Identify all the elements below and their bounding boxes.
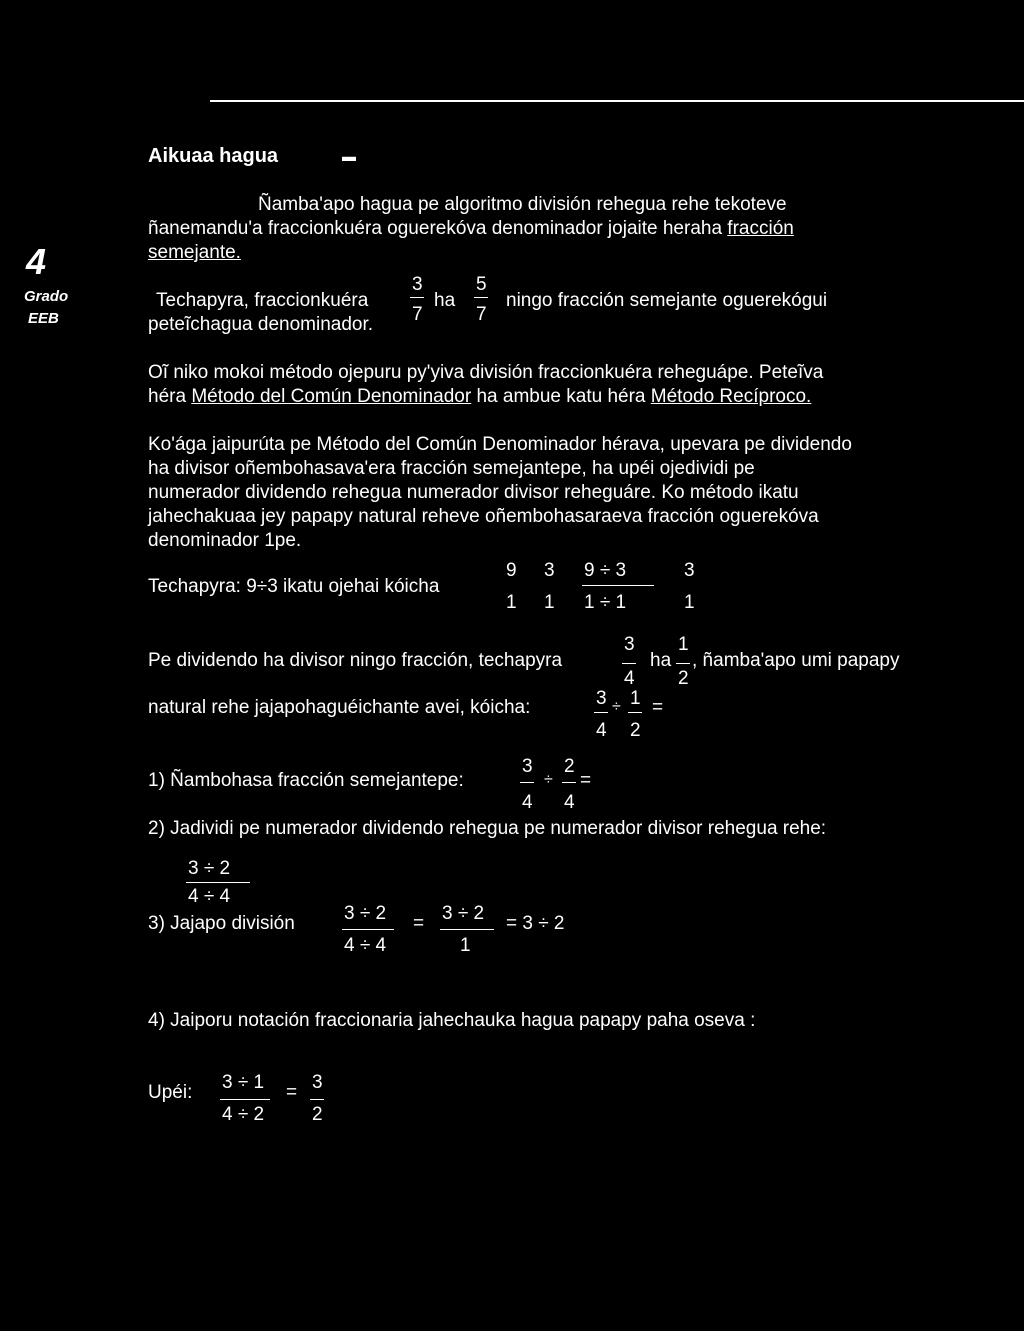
example1-line2: peteĩchagua denominador.	[148, 314, 374, 335]
step1-f2-num: 2	[564, 756, 575, 777]
answer-a-den: 4 ÷ 2	[222, 1104, 265, 1125]
example3-f2-bar	[676, 663, 690, 664]
intro-line-1: Ñamba'apo hagua pe algoritmo división rehegua rehe tekoteve	[258, 194, 787, 215]
example3-g2-den: 2	[630, 720, 641, 741]
example2-c-den: 1 ÷ 1	[584, 592, 627, 613]
answer-label: Upéi:	[148, 1082, 193, 1103]
common-line-1: Ko'ága jaipurúta pe Método del Común Denominador hérava, upevara pe dividendo	[148, 434, 852, 455]
answer-a-num: 3 ÷ 1	[222, 1072, 265, 1093]
example2-a-num: 9	[506, 560, 517, 581]
example3-eq: =	[652, 697, 664, 718]
grade-label: Grado	[24, 288, 69, 305]
step3-b-den: 1	[460, 935, 471, 956]
methods-line-1: Oĩ niko mokoi método ojepuru py'yiva división fraccionkuéra reheguápe. Peteĩva	[148, 362, 824, 383]
example2-b-den: 1	[544, 592, 555, 613]
example2-label: Techapyra: 9÷3 ikatu ojehai kóicha	[148, 576, 440, 597]
answer-eq: =	[286, 1082, 298, 1103]
example2-d-den: 1	[684, 592, 695, 613]
example1-frac1-bar	[410, 297, 424, 298]
example3-f2-num: 1	[678, 634, 689, 655]
step1-f2-den: 4	[564, 792, 575, 813]
answer-b-den: 2	[312, 1104, 323, 1125]
example2-b-num: 3	[544, 560, 555, 581]
example1-ha: ha	[434, 290, 456, 311]
step3-a-bar	[342, 929, 394, 930]
page-title: Aikuaa hagua	[148, 145, 279, 167]
example2-d-num: 3	[684, 560, 695, 581]
step2-num: 3 ÷ 2	[188, 858, 231, 879]
step-3: 3) Jajapo división	[148, 913, 295, 934]
step1-eq: =	[580, 770, 592, 791]
step-4: 4) Jaiporu notación fraccionaria jahechauka hagua papapy paha oseva :	[148, 1010, 756, 1031]
example3-f1-num: 3	[624, 634, 635, 655]
common-line-5: denominador 1pe.	[148, 530, 302, 551]
example1-frac1-den: 7	[412, 304, 423, 325]
step3-b-num: 3 ÷ 2	[442, 903, 485, 924]
link-metodo-reciproco[interactable]: Método Recíproco.	[650, 386, 812, 407]
level-label: EEB	[28, 310, 59, 327]
example3-g1-den: 4	[596, 720, 607, 741]
common-line-3: numerador dividendo rehegua numerador divisor reheguáre. Ko método ikatu	[148, 482, 799, 503]
answer-b-num: 3	[312, 1072, 323, 1093]
common-line-4: jahechakuaa jey papapy natural reheve oñembohasaraeva fracción oguerekóva	[148, 506, 819, 527]
grade-number: 4	[26, 241, 47, 282]
step3-a-num: 3 ÷ 2	[344, 903, 387, 924]
link-fraccion[interactable]: fracción	[727, 218, 794, 239]
intro-line-2: ñanemandu'a fraccionkuéra oguerekóva denominador jojaite heraha fracción	[148, 218, 794, 239]
answer-a-bar	[220, 1099, 270, 1100]
step3-eq2: = 3 ÷ 2	[506, 913, 565, 934]
example2-a-den: 1	[506, 592, 517, 613]
example3-g1-num: 3	[596, 688, 607, 709]
step1-f1-bar	[520, 782, 534, 783]
example1-frac2-den: 7	[476, 304, 487, 325]
example3-f1-den: 4	[624, 668, 635, 689]
step3-eq1: =	[413, 913, 425, 934]
step1-f1-den: 4	[522, 792, 533, 813]
header-rule	[210, 100, 1024, 102]
example3-div: ÷	[612, 698, 621, 715]
step-1: 1) Ñambohasa fracción semejantepe:	[148, 770, 464, 791]
answer-b-bar	[310, 1099, 324, 1100]
example2-c-num: 9 ÷ 3	[584, 560, 627, 581]
example3-g2-num: 1	[630, 688, 641, 709]
link-metodo-comun[interactable]: Método del Común Denominador	[191, 386, 472, 407]
step2-den: 4 ÷ 4	[188, 886, 231, 907]
example3-line1-post: , ñamba'apo umi papapy	[692, 650, 900, 671]
step1-f2-bar	[562, 782, 576, 783]
example2-c-bar	[582, 585, 654, 586]
step2-bar	[186, 882, 250, 883]
example1-frac1-num: 3	[412, 274, 423, 295]
link-semejante[interactable]: semejante.	[148, 242, 241, 263]
step1-f1-num: 3	[522, 756, 533, 777]
step1-div: ÷	[544, 771, 553, 788]
example1-frac2-num: 5	[476, 274, 487, 295]
example3-f2-den: 2	[678, 668, 689, 689]
example3-g1-bar	[594, 712, 608, 713]
example3-line1-pre: Pe dividendo ha divisor ningo fracción, techapyra	[148, 650, 563, 671]
example1-frac2-bar	[474, 297, 488, 298]
methods-line-2: héra Método del Común Denominador ha ambue katu héra Método Recíproco.	[148, 386, 812, 407]
example3-g2-bar	[628, 712, 642, 713]
example1-post: ningo fracción semejante oguerekógui	[506, 290, 828, 311]
step3-b-bar	[440, 929, 494, 930]
example1-pre: Techapyra, fraccionkuéra	[156, 290, 369, 311]
step3-a-den: 4 ÷ 4	[344, 935, 387, 956]
title-marker: ▬	[342, 148, 356, 164]
common-line-2: ha divisor oñembohasava'era fracción semejantepe, ha upéi ojedividi pe	[148, 458, 755, 479]
example3-ha: ha	[650, 650, 672, 671]
example3-f1-bar	[622, 663, 636, 664]
example3-line2-pre: natural rehe jajapohaguéichante avei, kóicha:	[148, 697, 531, 718]
step-2: 2) Jadividi pe numerador dividendo rehegua pe numerador divisor rehegua rehe:	[148, 818, 827, 839]
